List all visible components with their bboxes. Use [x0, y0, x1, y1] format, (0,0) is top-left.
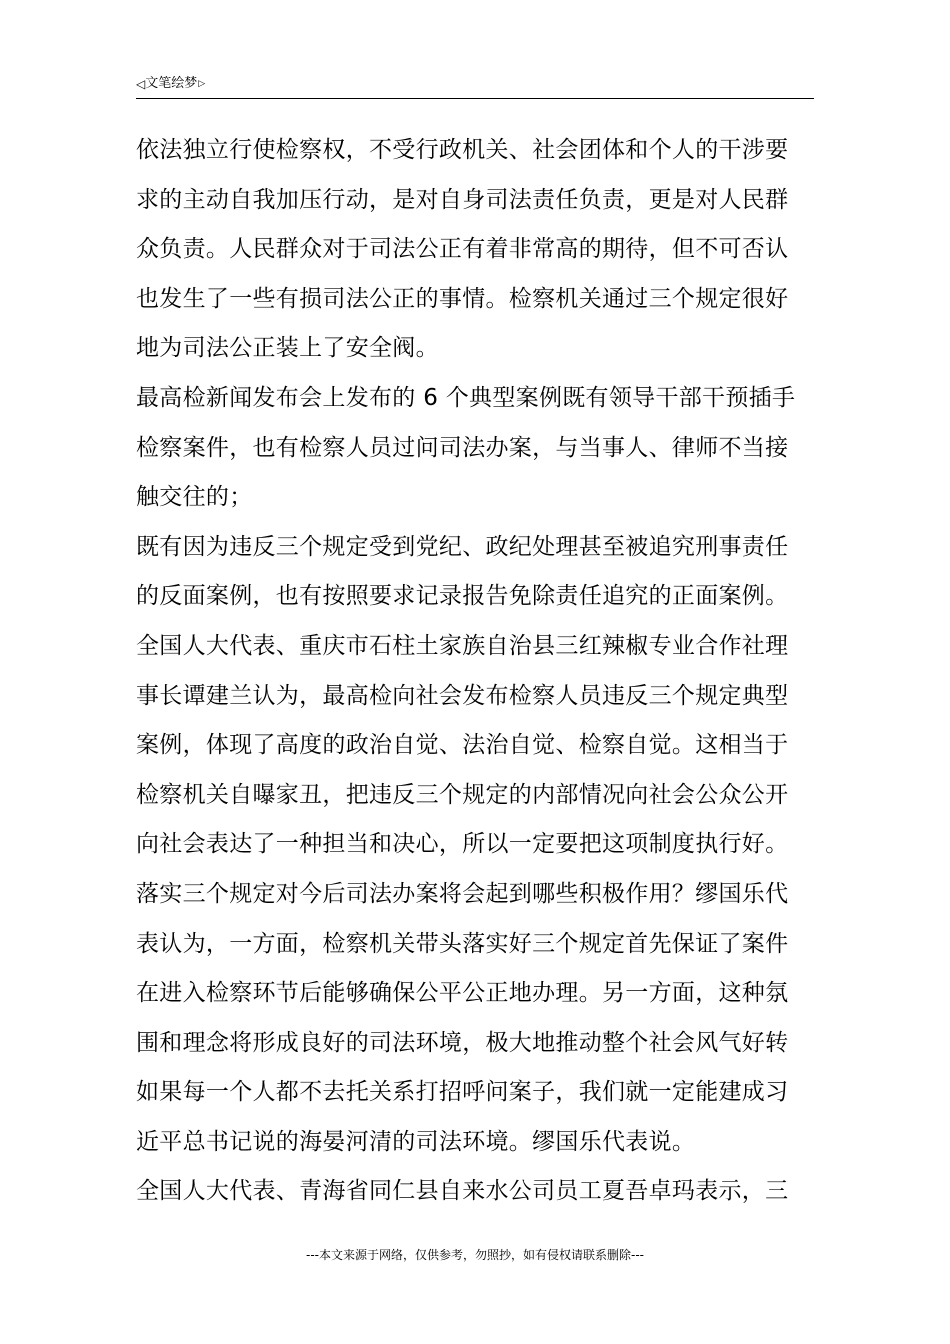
paragraph: 全国人大代表、青海省同仁县自来水公司员工夏吾卓玛表示，三	[136, 1178, 789, 1205]
paragraph: 最高检新闻发布会上发布的 6 个典型案例既有领导干部干预插手 检察案件，也有检察人员过问司法办案，与当事人、律师不当接 触交往的；	[136, 384, 796, 511]
page-header	[136, 74, 814, 99]
document-body	[136, 126, 826, 1217]
paragraph: 既有因为违反三个规定受到党纪、政纪处理甚至被追究刑事责任 的反面案例，也有按照要求记录报告免除责任追究的正面案例。	[136, 533, 789, 610]
paragraph: 落实三个规定对今后司法办案将会起到哪些积极作用？缪国乐代 表认为，一方面，检察机关带头落实好三个规定首先保证了案件 在进入检察环节后能够确保公平公正地办理。另一方面，这种氛 围和理念将形成良好的司法环境，极大地推动整个社会风气好转 如果每一个人都不去托关系打招呼问案子，我们就一定能建成习 近平总书记说的海晏河清的司法环境。缪国乐代表说。	[136, 880, 789, 1155]
left-triangle-icon: ◁	[136, 77, 146, 91]
paragraph: 依法独立行使检察权，不受行政机关、社会团体和个人的干涉要 求的主动自我加压行动，是对自身司法责任负责，更是对人民群 众负责。人民群众对于司法公正有着非常高的期待，但不可否认 也发生了一些有损司法公正的事情。检察机关通过三个规定很好 地为司法公正装上了安全阀。	[136, 137, 789, 362]
paragraph: 全国人大代表、重庆市石柱土家族自治县三红辣椒专业合作社理 事长谭建兰认为，最高检向社会发布检察人员违反三个规定典型 案例，体现了高度的政治自觉、法治自觉、检察自觉。这相当于 检察机关自曝家丑，把违反三个规定的内部情况向社会公众公开 向社会表达了一种担当和决心，所以一定要把这项制度执行好。	[136, 632, 789, 858]
page-footer: ---本文来源于网络，仅供参考，勿照抄，如有侵权请联系删除---	[306, 1248, 644, 1262]
right-triangle-icon: ▷	[198, 79, 206, 89]
header-title: 文笔绘梦	[145, 76, 198, 91]
